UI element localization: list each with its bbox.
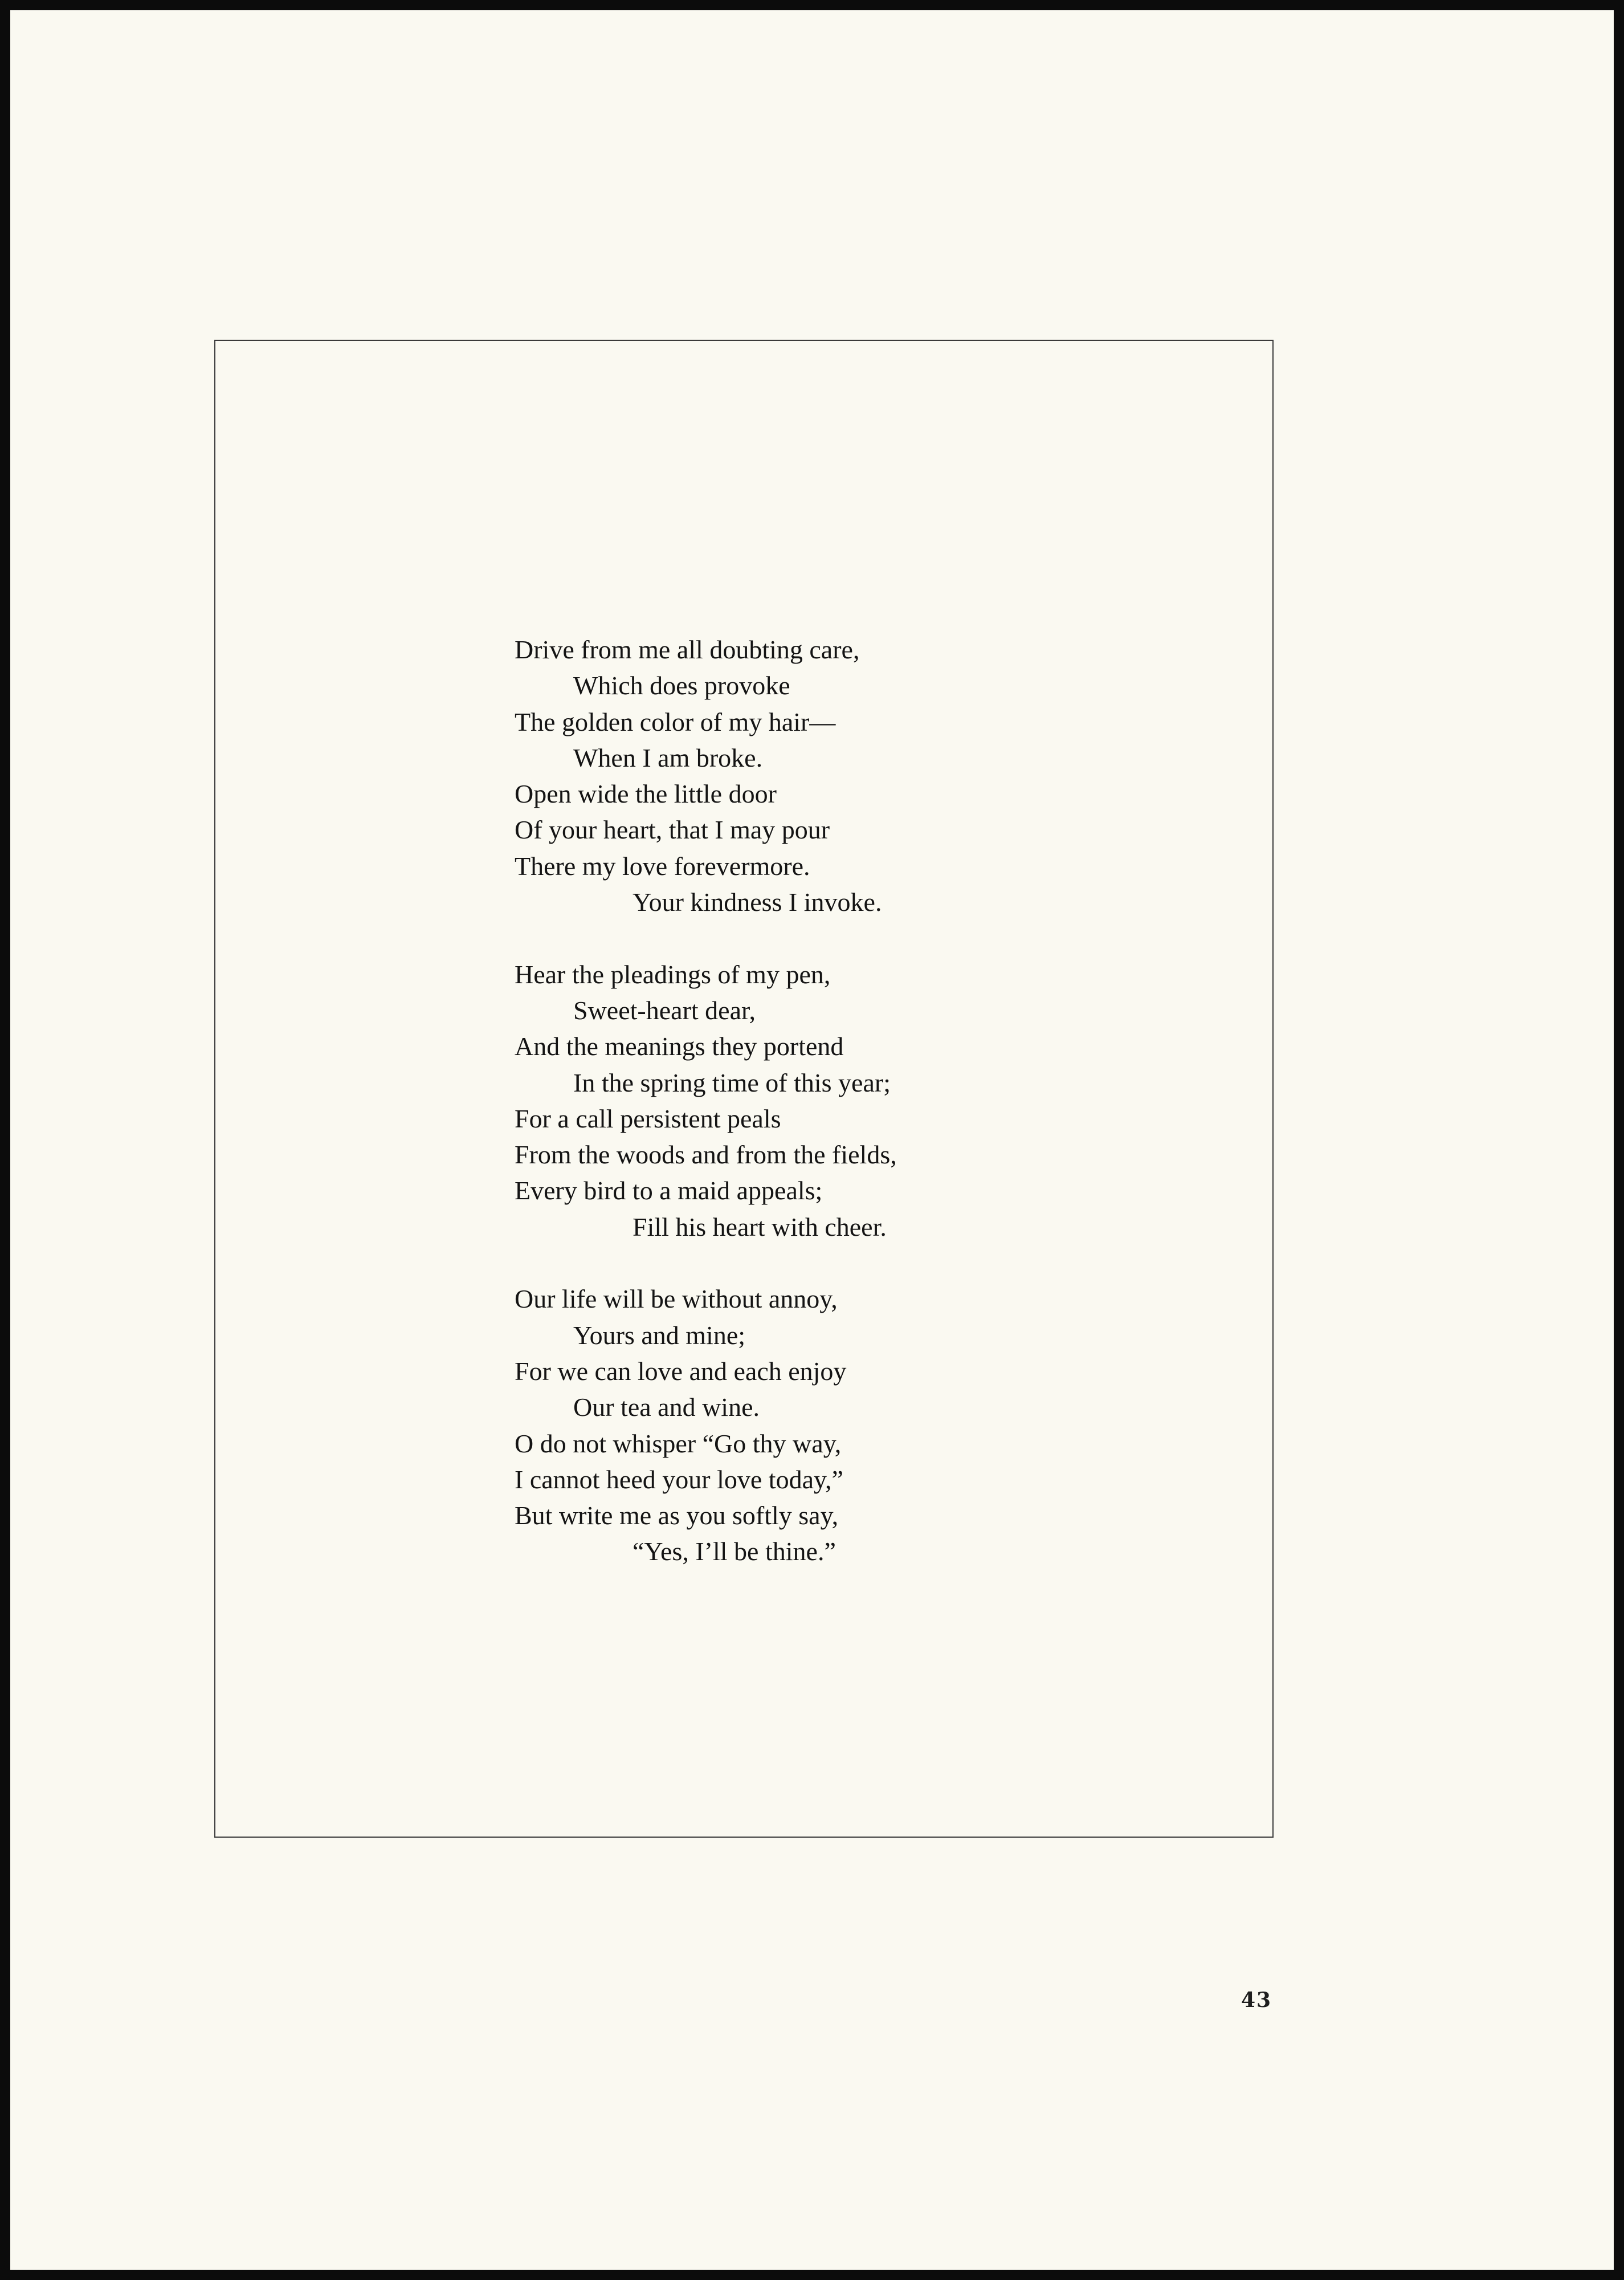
poem-line: “Yes, I’ll be thine.” xyxy=(633,1537,836,1566)
poem-line: I cannot heed your love today,” xyxy=(515,1464,843,1494)
poem-line: Sweet-heart dear, xyxy=(573,995,756,1025)
poem-line: Our life will be without annoy, xyxy=(515,1284,838,1314)
poem-line: Drive from me all doubting care, xyxy=(515,635,860,664)
stanza-1 xyxy=(515,632,1084,920)
poem-line: Of your heart, that I may pour xyxy=(515,815,830,845)
poem-line: Your kindness I invoke. xyxy=(633,887,882,917)
poem-line: But write me as you softly say, xyxy=(515,1501,839,1530)
poem-line: Yours and mine; xyxy=(573,1320,746,1350)
poem-line: And the meanings they portend xyxy=(515,1032,844,1061)
poem-line: Fill his heart with cheer. xyxy=(633,1212,887,1241)
stanza-2 xyxy=(515,956,1084,1245)
book-page xyxy=(10,10,1614,2270)
poem-line: There my love forevermore. xyxy=(515,851,810,881)
poem-line: Hear the pleadings of my pen, xyxy=(515,959,831,989)
poem-line: For a call persistent peals xyxy=(515,1104,781,1133)
poem xyxy=(515,632,1084,1606)
poem-line: When I am broke. xyxy=(573,743,763,772)
poem-line: Open wide the little door xyxy=(515,779,777,809)
poem-line: For we can love and each enjoy xyxy=(515,1356,847,1386)
poem-line: Our tea and wine. xyxy=(573,1393,760,1422)
poem-line: O do not whisper “Go thy way, xyxy=(515,1428,842,1458)
poem-line: Every bird to a maid appeals; xyxy=(515,1176,823,1206)
stanza-3 xyxy=(515,1281,1084,1569)
poem-line: From the woods and from the fields, xyxy=(515,1140,897,1170)
poem-line: Which does provoke xyxy=(573,671,790,701)
poem-line: The golden color of my hair— xyxy=(515,707,836,736)
poem-line: In the spring time of this year; xyxy=(573,1068,891,1097)
page-number: 43 xyxy=(1241,1988,1272,2012)
